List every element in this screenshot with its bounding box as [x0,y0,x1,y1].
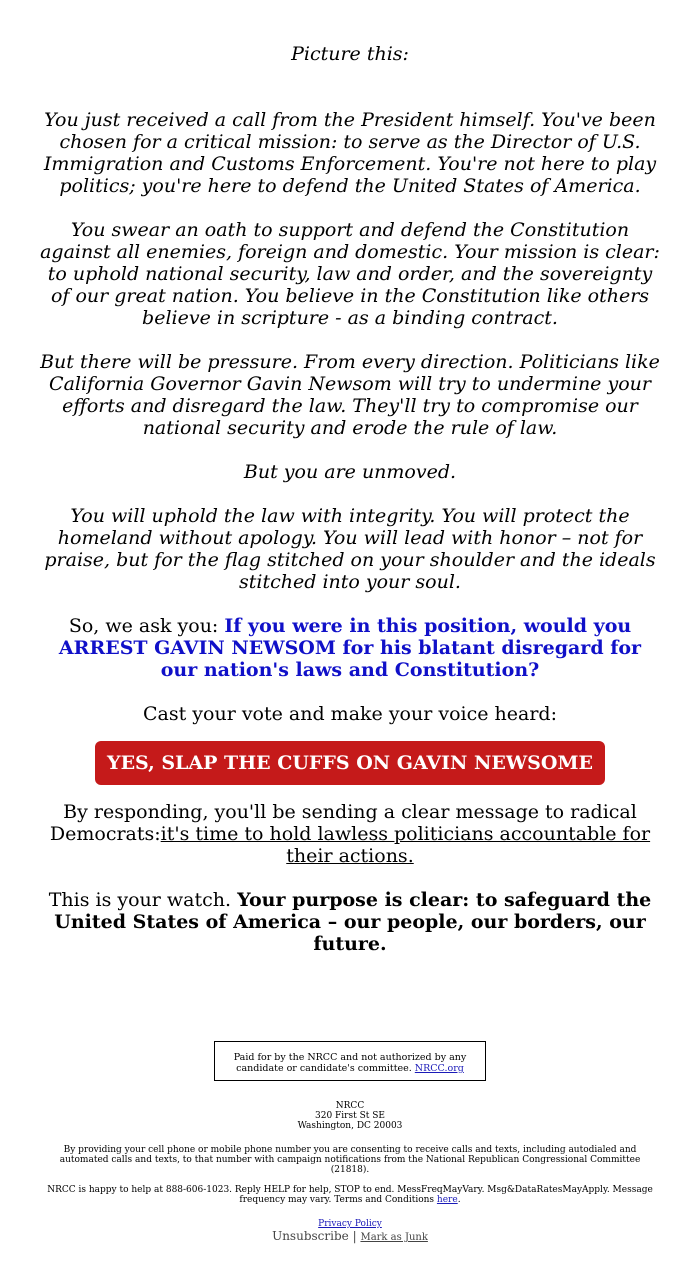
consent-text: By providing your cell phone or mobile phone number you are consenting to receive calls and texts, including autodialed and automated calls and texts, to that number with campaign notifications from the National Republican Congressional Committee (21818). [59,1145,641,1175]
paragraph-integrity: You will uphold the law with integrity. You will protect the homeland without apology. You will lead with honor – not for praise, but for the flag stitched on your shoulder and the ideals stitched into your soul. [44,505,656,593]
address-street: 320 First St SE [315,1111,385,1121]
disclaimer-box [214,1041,486,1081]
ask-question: If you were in this position, would you ARREST GAVIN NEWSOM for his blatant disregard for our nation's laws and Constitution? [58,615,642,681]
closing-paragraph [40,889,660,955]
paragraph-call: You just received a call from the President himself. You've been chosen for a critical mission: to serve as the Director of U.S. Immigration and Customs Enforcement. You're not here to play politics; you're here to defend the United States of America. [43,109,657,197]
email-body [40,0,660,1245]
cta-row [40,741,660,785]
nrcc-link[interactable]: NRCC.org [414,1063,464,1074]
help-end: . [457,1195,461,1205]
unsubscribe-row [40,1229,660,1245]
intro-text: Picture this: [291,43,409,65]
unsubscribe-link[interactable]: Unsubscribe [272,1229,349,1243]
help-paragraph [45,1185,655,1205]
paragraph-pressure: But there will be pressure. From every direction. Politicians like California Governor Gavin Newsom will try to undermine your efforts and disregard the law. They'll try to compromise our national security and erode the rule of law. [40,351,660,439]
mark-as-junk-link[interactable]: Mark as Junk [360,1232,428,1243]
address-city: Washington, DC 20003 [297,1121,403,1131]
responding-paragraph [40,801,660,867]
terms-link[interactable]: here [436,1195,458,1205]
separator: | [352,1229,357,1243]
paragraph-oath: You swear an oath to support and defend the Constitution against all enemies, foreign and domestic. Your mission is clear: to uphold national security, law and order, and the sovereignty of our great nation. You believe in the Constitution like others believe in scripture - as a binding contract. [40,219,660,329]
closing-lead: This is your watch. [48,889,238,911]
help-text: NRCC is happy to help at 888-606-1023. Reply HELP for help, STOP to end. MessFreqMayVary. Msg&DataRatesMayApply. Message frequency may vary. Terms and Conditions [47,1185,653,1205]
slap-cuffs-button[interactable]: YES, SLAP THE CUFFS ON GAVIN NEWSOME [95,741,605,785]
paragraph-unmoved: But you are unmoved. [243,461,457,483]
privacy-row [40,1219,660,1229]
responding-lead: By responding, you'll be sending a clear message to radical Democrats: [49,801,637,845]
vote-prompt: Cast your vote and make your voice heard: [143,703,557,725]
ask-paragraph [40,615,660,681]
disclaimer-text: Paid for by the NRCC and not authorized by any candidate or candidate's committee. [233,1052,467,1074]
ask-lead: So, we ask you: [68,615,225,637]
privacy-policy-link[interactable]: Privacy Policy [318,1219,382,1229]
closing-bold: Your purpose is clear: to safeguard the United States of America – our people, our borders, our future. [54,889,652,955]
address-org: NRCC [335,1101,365,1111]
accountable-link[interactable]: it's time to hold lawless politicians accountable for their actions. [160,823,651,867]
